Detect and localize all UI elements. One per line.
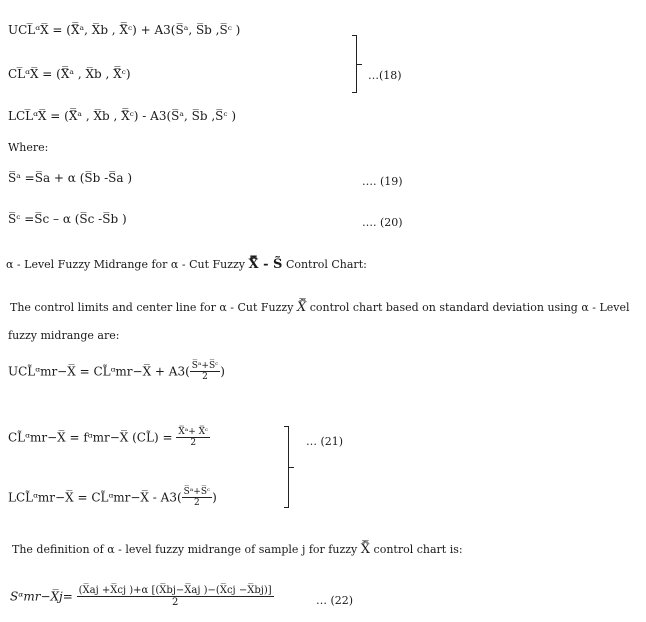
ucl-mr-numerator: S̅ᵃ+S̅ᶜ <box>191 361 219 371</box>
paragraph-1-line-2: fuzzy midrange are: <box>8 329 120 342</box>
ucl-mr-equation: UCL̃ᵅmr−X̅ = CL̃ᵅmr−X̅ + A3( $\frac{\text{S̅ᵃ+S̅ᶜ}}{2}$ ) <box>8 361 225 382</box>
cl-mr-numerator: X̿ᵃ+ X̿ᶜ <box>178 427 209 437</box>
ucl-mr-lhs: UCL̃ᵅmr−X̅ = CL̃ᵅmr−X̅ + A3( <box>8 364 190 379</box>
cl-mr-lhs: CL̃ᵅmr−X̅ = fᵅmr−X̅ (CL̃) = <box>8 430 173 445</box>
lcl-mr-equation: LCL̃ᵅmr−X̅ = CL̃ᵅmr−X̅ - A3( $\frac{\text{S̅ᵃ+S̅ᶜ}}{2}$ ) <box>8 487 217 508</box>
paragraph-1-line-1 <box>10 301 630 314</box>
section-heading <box>6 258 367 271</box>
sa-equation: S̅ᵃ =S̅a + α (S̅b -S̅a ) <box>8 171 133 185</box>
s-mr-lhs: Sᵅmr−X̅j= <box>10 589 73 604</box>
equation-number-18: …(18) <box>368 69 402 82</box>
equation-number-22: … (22) <box>316 594 354 607</box>
s-mr-denominator: 2 <box>171 597 179 608</box>
lcl-x-equation: LCL̅ᵅX̅ = (X̿ᵃ , X̅b , X̿ᶜ) - A3(S̅ᵃ, S̅b ,S̅ᶜ ) <box>8 109 237 123</box>
sc-equation: S̅ᶜ =S̅c – α (S̅c -S̅b ) <box>8 212 127 226</box>
lcl-mr-fraction <box>182 488 212 508</box>
equation-number-20: …. (20) <box>362 216 403 229</box>
cl-mr-denominator: 2 <box>190 438 197 448</box>
paragraph-1-symbol: X̃̿ <box>296 300 307 315</box>
cl-mr-equation <box>8 428 210 448</box>
paragraph-2-symbol: X̃̿ <box>360 542 371 557</box>
paragraph-2 <box>12 543 463 556</box>
s-mr-equation <box>10 586 274 608</box>
ucl-x-equation: UCL̅ᵅX̅ = (X̿ᵃ, X̅b , X̿ᶜ) + A3(S̅ᵃ, S̅b ,S̅ᶜ ) <box>8 23 241 37</box>
lcl-mr-numerator: S̅ᵃ+S̅ᶜ <box>183 487 211 497</box>
brace-18 <box>352 35 357 93</box>
where-label: Where: <box>8 141 49 154</box>
s-mr-numerator: (X̅aj +X̅cj )+α [(X̅bj−X̅aj )−(X̅cj −X̅bj)] <box>78 585 272 596</box>
heading-symbol: X̃̿ - S̃ <box>248 257 283 272</box>
lcl-mr-lhs: LCL̃ᵅmr−X̅ = CL̃ᵅmr−X̅ - A3( <box>8 490 182 505</box>
cl-x-equation: CL̅ᵅX̅ = (X̿ᵃ , X̅b , X̿ᶜ) <box>8 67 131 81</box>
equation-number-21: … (21) <box>306 435 344 448</box>
s-mr-fraction <box>77 586 274 608</box>
cl-mr-fraction <box>176 428 210 448</box>
paragraph-2-text-a: The definition of α - level fuzzy midrange of sample j for fuzzy <box>12 543 358 556</box>
equation-number-19: …. (19) <box>362 175 403 188</box>
ucl-mr-fraction <box>190 362 220 382</box>
heading-text: α - Level Fuzzy Midrange for α - Cut Fuzzy <box>6 258 246 271</box>
paragraph-1-text-b: control chart based on standard deviation using α - Level <box>309 301 630 314</box>
brace-21 <box>284 426 289 508</box>
lcl-mr-denominator: 2 <box>194 498 200 508</box>
paragraph-1-text-a: The control limits and center line for α - Cut Fuzzy <box>10 301 294 314</box>
heading-tail: Control Chart: <box>285 258 367 271</box>
paragraph-2-text-b: control chart is: <box>373 543 463 556</box>
ucl-mr-denominator: 2 <box>202 372 208 382</box>
